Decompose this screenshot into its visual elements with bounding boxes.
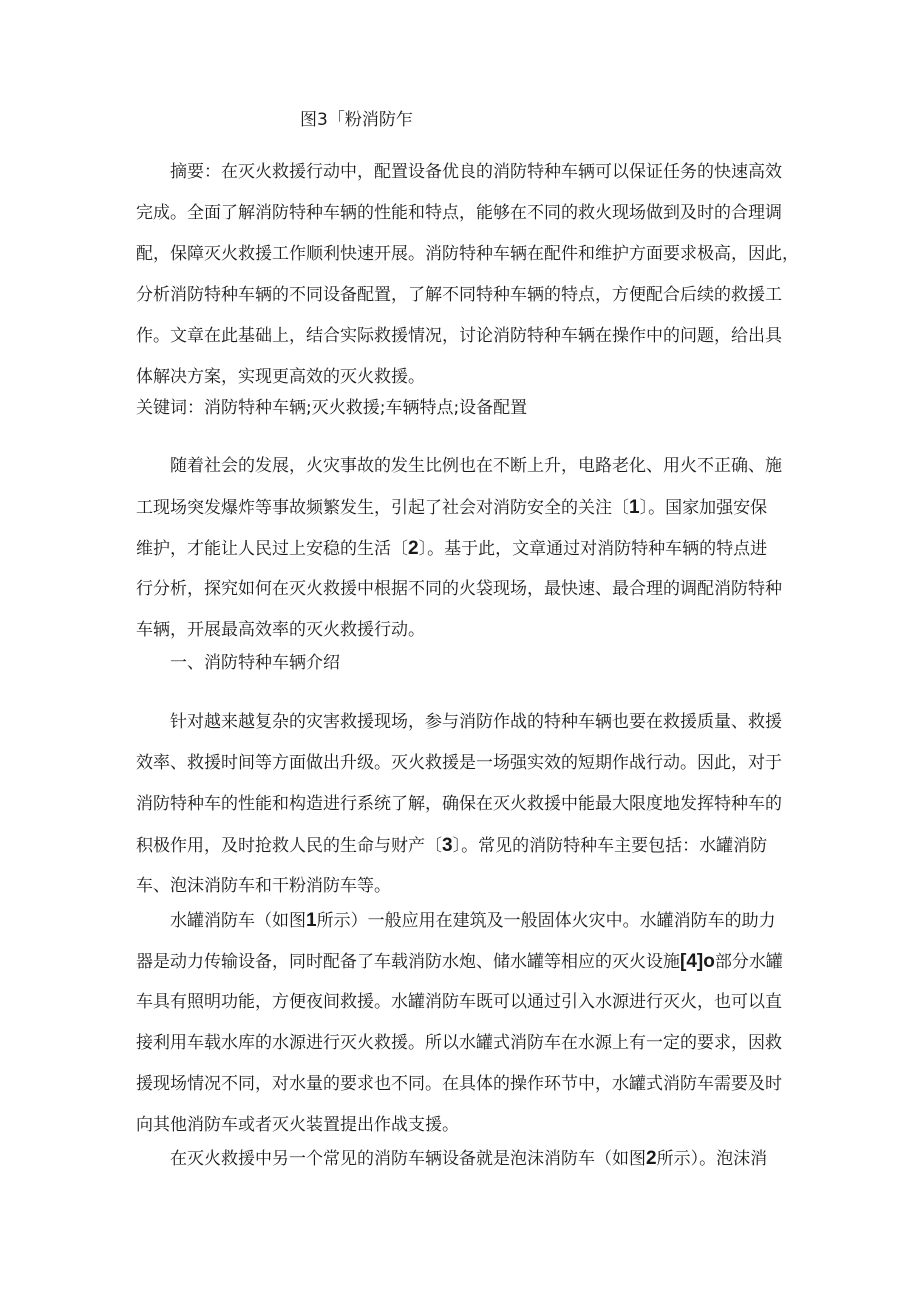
figure-number: 2 [646,1148,657,1169]
figure-number: 1 [306,910,317,931]
water-tank-paragraph [136,900,796,1146]
abstract-line: 配，保障灭火救援工作顺利快速开展。消防特种车辆在配件和维护方面要求极高，因此， [136,244,799,264]
section1-line: 针对越来越复杂的灾害救援现场，参与消防作战的特种车辆也要在救援质量、救援 [170,712,782,732]
abstract-line: 作。文章在此基础上，结合实际救援情况，讨论消防特种车辆在操作中的问题，给出具 [136,326,782,346]
intro-line: 随着社会的发展，火灾事故的发生比例也在不断上升，电路老化、用火不正确、施 [170,456,782,476]
section-heading: 一、消防特种车辆介绍 [170,653,340,673]
intro-line: 行分析，探究如何在灭火救援中根据不同的火袋现场，最快速、最合理的调配消防特种 [136,579,782,599]
section1-line: 车、泡沫消防车和干粉消防车等。 [136,876,391,896]
abstract-line: 分析消防特种车辆的不同设备配置，了解不同特种车辆的特点，方便配合后续的救援工 [136,285,782,305]
keywords-paragraph [136,388,796,429]
water-tank-line: 接利用车载水库的水源进行灭火救援。所以水罐式消防车在水源上有一定的要求，因救 [136,1033,782,1053]
abstract-paragraph [136,152,799,398]
intro-line: 车辆，开展最高效率的灭火救援行动。 [136,620,425,640]
section1-line: 效率、救援时间等方面做出升级。灭火救援是一场强实效的短期作战行动。因此，对于 [136,753,782,773]
keywords-line: 关键词：消防特种车辆;灭火救援;车辆特点;设备配置 [136,398,528,418]
abstract-line: 摘要：在灭火救援行动中，配置设备优良的消防特种车辆可以保证任务的快速高效 [170,162,782,182]
intro-line: 维护，才能让人民过上安稳的生活〔2〕。基于此，文章通过对消防特种车辆的特点进 [136,538,768,559]
section1-paragraph [136,702,796,907]
intro-line: 工现场突发爆炸等事故频繁发生，引起了社会对消防安全的关注〔1〕。国家加强安保 [136,497,768,518]
citation-number: 1 [629,497,640,518]
section1-line: 消防特种车的性能和构造进行系统了解，确保在灭火救援中能最大限度地发挥特种车的 [136,794,782,814]
foam-line: 在灭火救援中另一个常见的消防车辆设备就是泡沫消防车（如图2所示）。泡沫消 [170,1148,768,1169]
water-tank-line: 援现场情况不同，对水量的要求也不同。在具体的操作环节中，水罐式消防车需要及时 [136,1074,782,1094]
foam-paragraph [136,1138,796,1179]
section1-heading-block [136,643,796,684]
abstract-line: 体解决方案，实现更高效的灭火救援。 [136,367,425,387]
citation-number: [4]o [680,951,715,972]
water-tank-line: 器是动力传输设备，同时配备了车载消防水炮、储水罐等相应的灭火设施[4]o部分水罐 [136,951,783,972]
citation-number: 3 [442,835,453,856]
intro-paragraph [136,446,796,651]
water-tank-line: 向其他消防车或者灭火装置提出作战支援。 [136,1115,459,1135]
abstract-line: 完成。全面了解消防特种车辆的性能和特点，能够在不同的救火现场做到及时的合理调 [136,203,782,223]
water-tank-line: 车具有照明功能，方便夜间救援。水罐消防车既可以通过引入水源进行灭火，也可以直 [136,992,782,1012]
water-tank-line: 水罐消防车（如图1所示）一般应用在建筑及一般固体火灾中。水罐消防车的助力 [170,910,776,931]
figure-caption: 图3「粉消防乍 [300,110,413,130]
citation-number: 2 [408,538,419,559]
section1-line: 积极作用，及时抢救人民的生命与财产〔3〕。常见的消防特种车主要包括：水罐消防 [136,835,768,856]
